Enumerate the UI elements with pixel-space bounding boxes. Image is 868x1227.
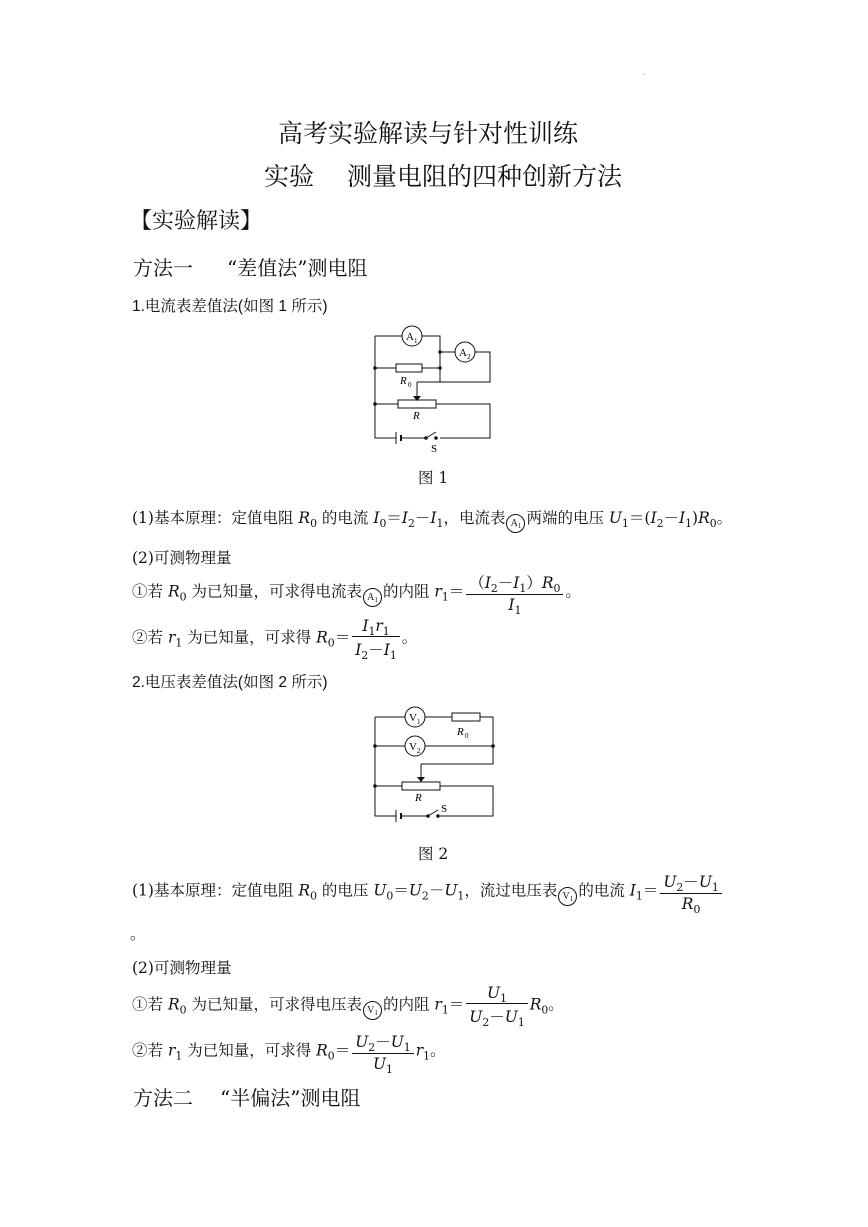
svg-text:R: R <box>413 410 420 422</box>
figure-2-caption: 图 2 <box>418 845 449 863</box>
method2-label: 方法二 <box>133 1086 193 1110</box>
page-subtitle-label: 实验 <box>264 162 315 191</box>
svg-text:A: A <box>459 347 467 359</box>
part2-item2: ②若 $r_1$ 为已知量，可求得 $R_0=$ $\frac{U_2-U_1}{U_1}$ $r_1$。 <box>132 1030 446 1073</box>
resistor-r0-symbol <box>396 364 422 372</box>
rheostat-r-symbol <box>398 400 436 408</box>
ammeter-a1-icon: $A_1$ <box>506 514 525 533</box>
svg-text:S: S <box>431 443 438 455</box>
method1-title: “差值法”测电阻 <box>227 256 368 280</box>
figure-1-caption: 图 1 <box>418 469 449 487</box>
svg-text:2: 2 <box>417 747 421 755</box>
svg-text:S: S <box>441 803 448 815</box>
part1-measurable: (2)可测物理量 <box>132 549 232 567</box>
svg-text:V: V <box>409 712 417 724</box>
rheostat-r-symbol <box>402 782 440 790</box>
part1-item2: ②若 $r_1$ 为已知量，可求得 $R_0=$ $\frac{I_1r_1}{I_2-I_1}$ 。 <box>132 617 418 662</box>
part2-measurable: (2)可测物理量 <box>132 959 232 977</box>
circuit-figure-2 <box>368 706 500 824</box>
part2-title: 2.电压表差值法(如图 2 所示) <box>132 674 328 691</box>
part1-principle: (1)基本原理：定值电阻 $R_0$ 的电流 $I_0=I_2-I_1$，电流表 $A_1$ 两端的电压 $U_1=(I_2-I_1)R_0$。 <box>132 506 732 533</box>
svg-text:R: R <box>457 726 464 738</box>
part2-principle-end: 。 <box>130 925 146 943</box>
svg-text:V: V <box>409 741 417 753</box>
part2-principle: (1)基本原理：定值电阻 $R_0$ 的电压 $U_0=U_2-U_1$，流过电压表 $V_1$ 的电流 $I_1=$ $\frac{U_2-U_1}{R_0}$ <box>132 870 724 913</box>
svg-text:2: 2 <box>467 353 471 361</box>
ammeter-a1-icon: $A_1$ <box>363 588 382 607</box>
page-subtitle: 测量电阻的四种创新方法 <box>347 162 623 191</box>
section-heading: 【实验解读】 <box>130 209 263 234</box>
resistor-r0-symbol <box>452 713 480 721</box>
svg-text:0: 0 <box>408 381 412 389</box>
voltmeter-v1-icon: $V_1$ <box>363 1001 382 1020</box>
svg-text:1: 1 <box>417 718 421 726</box>
svg-text:R: R <box>415 792 422 804</box>
page-title: 高考实验解读与针对性训练 <box>278 119 579 148</box>
part1-item1: ①若 $R_0$ 为已知量，可求得电流表 $A_1$ 的内阻 $r_1=$ $\frac{(I_2-I_1)R_0}{I_1}$ 。 <box>132 571 581 614</box>
part2-item1: ①若 $R_0$ 为已知量，可求得电压表 $V_1$ 的内阻 $r_1=$ $\frac{U_1}{U_2-U_1}$ $R_0$。 <box>132 984 564 1029</box>
method2-title: “半偏法”测电阻 <box>220 1086 361 1110</box>
svg-text:A: A <box>406 331 414 343</box>
corner-mark: . <box>642 68 645 78</box>
svg-text:0: 0 <box>465 732 469 740</box>
method1-label: 方法一 <box>133 256 193 280</box>
voltmeter-v1-icon: $V_1$ <box>558 887 577 906</box>
part1-title: 1.电流表差值法(如图 1 所示) <box>132 298 328 315</box>
svg-text:R: R <box>400 375 407 387</box>
svg-text:1: 1 <box>414 337 418 345</box>
circuit-figure-1 <box>368 322 500 458</box>
